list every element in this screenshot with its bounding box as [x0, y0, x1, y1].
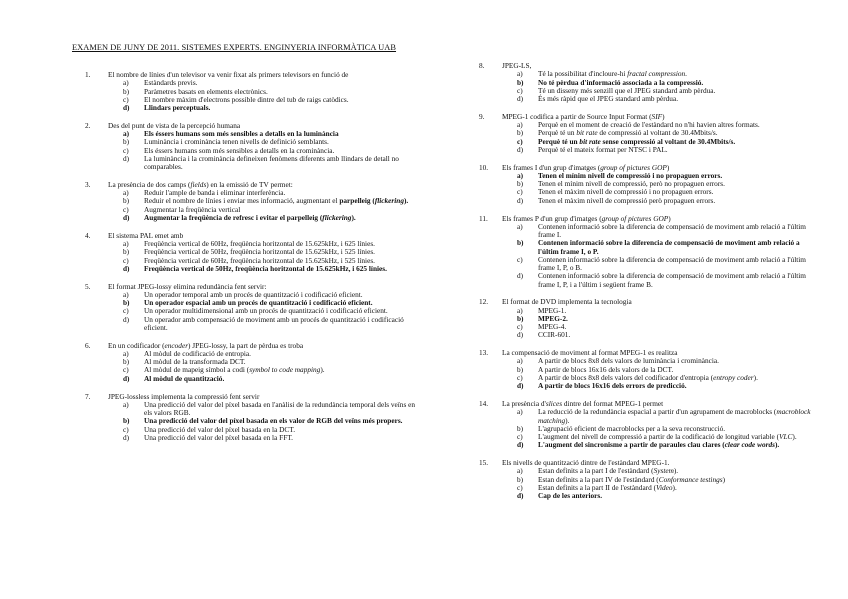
option-text: El nombre màxim d'electrons possible dintre del tub de raigs catòdics. [144, 94, 349, 104]
question-text: Els frames I d'un grup d'imatges (group of pictures GOP) [502, 162, 670, 172]
option-letter: c) [123, 94, 129, 104]
question-text: Els frames P d'un grup d'imatges (group of pictures GOP) [502, 213, 671, 223]
question-number: 11. [479, 213, 488, 223]
option-letter: a) [123, 289, 129, 299]
option-text: MPEG-2. [538, 313, 568, 323]
option-text: A partir de blocs 16x16 dels valors de la DCT. [538, 364, 674, 374]
option-text: Té un disseny més senzill que el JPEG standard amb pèrdua. [538, 85, 716, 95]
option-text: Una predicció del valor del píxel basada en l'anàlisi de la redundància temporal dels veïns en els valors RGB. [144, 399, 415, 418]
option-text: MPEG-1. [538, 305, 567, 315]
option-letter: a) [123, 188, 129, 198]
question-text: En un codificador (encoder) JPEG-lossy, la part de pèrdua es troba [108, 340, 304, 350]
option-letter: d) [517, 144, 524, 154]
option-text: Perquè en el moment de creació de l'estàndard no n'hi havien altres formats. [538, 120, 760, 130]
option-text: Llindars perceptuals. [144, 103, 211, 112]
answer-option-correct [108, 104, 420, 112]
question-number: 5. [85, 281, 91, 291]
answer-option [502, 223, 819, 240]
option-text: Al mòdul de codificació de entropia. [144, 348, 251, 358]
option-text: Tenen el mínim nivell de compressió, però no propaguen errors. [538, 179, 725, 189]
option-text: Freqüència vertical de 60Hz, freqüència horitzontal de 15.625kHz, i 625 línies. [144, 239, 375, 249]
question-text: El nombre de línies d'un televisor va venir fixat als primers televisors en funció de [108, 70, 349, 79]
option-text: L'agrupació eficient de macroblocks per a la seva reconstrucció. [538, 423, 726, 433]
question-number: 14. [479, 399, 489, 409]
option-letter: d) [517, 94, 524, 103]
option-letter: b) [517, 313, 524, 323]
question [479, 298, 819, 339]
option-letter: c) [517, 254, 523, 264]
option-letter: b) [517, 238, 524, 248]
option-text: Contenen informació sobre la diferencia de compensació de moviment amb relació a l'últim frame I, P, o B. [538, 254, 806, 273]
option-text: Al mòdul de mapeig símbol a codi (symbol to code mapping). [144, 365, 325, 375]
option-text: Reduir l'ample de banda i eliminar interferència. [144, 188, 286, 198]
option-text: Una predicció del valor del píxel basada en els valor de RGB del veïns més propers. [144, 416, 403, 426]
answer-option [502, 408, 819, 425]
option-letter: b) [517, 128, 524, 138]
option-text: Una predicció del valor del píxel basada en la FFT. [144, 432, 293, 442]
answer-option-correct [502, 492, 819, 500]
option-text: La reducció de la redundància espacial a partir d'un agrupament de macroblocks (macroblock matching). [538, 407, 811, 425]
option-text: Un operador amb compensació de moviment amb un procés de quantització i codificació eficient. [144, 314, 404, 332]
option-text: Freqüència vertical de 60Hz, freqüència horitzontal de 15.625kHz, i 525 línies. [144, 255, 375, 265]
option-text: Un operador multidimensional amb un procés de quantització i codificació eficient. [144, 306, 388, 316]
question-text: La presència d'slices dintre del format MPEG-1 permet [502, 399, 664, 409]
option-letter: c) [517, 372, 523, 382]
option-letter: d) [517, 491, 524, 501]
option-letter: d) [123, 103, 130, 112]
question [479, 400, 819, 450]
option-letter: a) [517, 120, 523, 130]
question [85, 122, 420, 172]
question [479, 349, 819, 390]
question [85, 283, 420, 333]
question [85, 393, 420, 443]
option-letter: b) [123, 298, 130, 308]
question-text: JPEG-lossless implementa la compressió fent servir [108, 391, 260, 401]
answer-option-correct [108, 214, 420, 222]
option-letter: d) [517, 330, 524, 340]
question-number: 9. [479, 111, 485, 121]
question-number: 13. [479, 348, 489, 358]
option-text: Tenen el màxim nivell de compressió però propaguen errors. [538, 195, 716, 205]
option-text: Perquè té un bit rate sense compressió al voltant de 30.4Mbits/s. [538, 136, 736, 146]
option-letter: b) [517, 77, 524, 87]
question-number: 12. [479, 297, 489, 307]
option-text: Augmentar la freqüència de refresc i evitar el parpelleig (flickering). [144, 212, 356, 222]
option-letter: c) [517, 432, 523, 442]
answer-option-correct [108, 375, 420, 383]
option-text: Contenen informació sobre la diferencia de compensació de moviment amb relació a l'últim frame I, P, i a l'últim i següent frame B. [538, 271, 806, 289]
option-text: Augmentar la freqüència vertical [144, 204, 241, 214]
question-number: 2. [85, 120, 91, 130]
option-letter: d) [517, 195, 524, 205]
answer-option [502, 256, 819, 273]
option-text: Paràmetres basats en elements electrònics. [144, 86, 268, 96]
option-text: Un operador espacial amb un procés de quantització i codificació eficient. [144, 298, 373, 308]
exam-title: EXAMEN DE JUNY DE 2011. SISTEMES EXPERTS. ENGINYERIA INFORMÀTICA UAB [72, 43, 397, 52]
option-letter: a) [517, 305, 523, 315]
question-number: 1. [85, 70, 91, 79]
option-text: Contenen informació sobre la diferencia de compensació de moviment amb relació a l'últim frame I. [538, 221, 806, 240]
option-letter: c) [517, 187, 523, 197]
option-letter: b) [517, 179, 524, 189]
answer-option-correct [502, 441, 819, 449]
question [85, 342, 420, 383]
answer-option [502, 197, 819, 205]
option-text: Luminància i crominància tenen nivells de definició semblants. [144, 137, 329, 147]
option-text: A partir de blocs 8x8 dels valors del codificador d'entropia (entropy coder). [538, 372, 758, 382]
option-letter: b) [123, 137, 130, 147]
option-letter: d) [123, 432, 130, 442]
option-text: Un operador temporal amb un procés de quantització i codificació eficient. [144, 289, 363, 299]
option-letter: b) [123, 86, 130, 96]
option-text: Freqüència vertical de 50Hz, freqüència horitzontal de 15.625kHz, i 525 línies. [144, 247, 375, 257]
option-text: Contenen informació sobre la diferencia de compensació de moviment amb relació a l'últim frame I, o P. [538, 238, 800, 256]
option-text: Estan definits a la part I de l'estàndard (System). [538, 466, 679, 476]
option-letter: c) [517, 322, 523, 332]
answer-option-correct [502, 382, 819, 390]
option-text: Estàndards previs. [144, 78, 198, 88]
answer-option [108, 434, 420, 442]
question-number: 15. [479, 458, 489, 468]
question-number: 10. [479, 162, 489, 172]
question-text: Els nivells de quantització dintre de l'estàndard MPEG-1. [502, 458, 670, 468]
option-text: MPEG-4. [538, 322, 567, 332]
option-letter: a) [123, 78, 129, 88]
answer-option-correct [108, 265, 420, 273]
option-letter: c) [123, 306, 129, 316]
answer-option [502, 272, 819, 289]
option-letter: a) [123, 348, 129, 358]
option-letter: a) [517, 356, 523, 366]
option-letter: a) [123, 399, 129, 409]
option-letter: d) [123, 212, 130, 222]
option-text: Perquè té un bit rate de compressió al voltant de 30.4Mbits/s. [538, 128, 718, 138]
option-letter: d) [123, 153, 130, 163]
option-letter: d) [123, 263, 130, 273]
question-text: JPEG-LS, [502, 61, 532, 70]
option-text: Tenen el màxim nivell de compressió i no propaguen errors. [538, 187, 714, 197]
option-text: Una predicció del valor del píxel basada en la DCT. [144, 424, 296, 434]
option-letter: a) [517, 170, 524, 180]
option-text: Al mòdul de la transformada DCT. [144, 357, 246, 367]
question-number: 4. [85, 230, 91, 240]
question-text: MPEG-1 codifica a partir de Source Input Format (SIF) [502, 111, 665, 121]
option-text: L'augment del nivell de compressió a partir de la codificació de longitud variable (VLC). [538, 432, 797, 442]
question [479, 215, 819, 289]
question-number: 3. [85, 179, 91, 189]
question [85, 232, 420, 273]
answer-option [502, 95, 819, 103]
option-letter: b) [123, 357, 130, 367]
question-text: La compensació de moviment al format MPEG-1 es realitza [502, 348, 678, 358]
option-text: La luminància i la crominància defineixen fenòmens diferents amb llindars de detall no comparables. [144, 153, 399, 172]
option-letter: c) [517, 136, 523, 146]
option-letter: a) [517, 69, 523, 79]
question-text: El sistema PAL emet amb [108, 230, 184, 240]
option-text: Reduir el nombre de línies i enviar mes informació, augmentant el parpelleig (flickering). [144, 196, 409, 206]
option-letter: c) [123, 204, 129, 214]
option-letter: b) [123, 247, 130, 257]
answer-option [502, 146, 819, 154]
option-letter: c) [123, 365, 129, 375]
answer-option-correct [502, 239, 819, 256]
question-number: 8. [479, 61, 485, 70]
option-letter: b) [123, 196, 130, 206]
option-text: Estan definits a la part II de l'estàndard (Video). [538, 482, 677, 492]
option-letter: a) [517, 466, 523, 476]
option-letter: d) [517, 271, 524, 281]
option-letter: c) [123, 424, 129, 434]
option-letter: c) [123, 255, 129, 265]
option-letter: d) [517, 440, 524, 450]
option-text: És més ràpid que el JPEG standard amb pèrdua. [538, 94, 679, 103]
question [479, 62, 819, 103]
answer-option [108, 316, 420, 333]
option-letter: d) [123, 314, 130, 324]
option-text: L'augment del sincronisme a partir de paraules clau clares (clear code words). [538, 440, 780, 450]
option-letter: c) [517, 482, 523, 492]
option-text: Té la possibilitat d'incloure-hi fractal compression. [538, 69, 687, 79]
question-text: La presència de dos camps (fields) en la emissió de TV permet: [108, 179, 293, 189]
option-text: Tenen el mínim nivell de compressió i no propaguen errors. [538, 170, 723, 180]
answer-option [108, 155, 420, 172]
option-letter: b) [123, 416, 130, 426]
option-letter: a) [517, 221, 523, 231]
question-number: 6. [85, 340, 91, 350]
question [479, 459, 819, 500]
option-letter: b) [517, 474, 524, 484]
option-letter: b) [517, 423, 524, 433]
option-text: Al mòdul de quantització. [144, 373, 225, 383]
option-text: No té pèrdua d'informació associada a la compressió. [538, 77, 704, 87]
option-text: CCIR-601. [538, 330, 571, 340]
answer-option [108, 401, 420, 418]
right-column [479, 62, 819, 510]
question-text: Des del punt de vista de la percepció humana [108, 120, 241, 130]
question [479, 164, 819, 205]
option-text: Els éssers humans som més sensibles a detalls en la luminància [144, 129, 339, 139]
option-letter: a) [517, 407, 523, 417]
option-text: Estan definits a la part IV de l'estàndard (Conformance testings) [538, 474, 726, 484]
option-text: Perquè té el mateix format per NTSC i PAL. [538, 144, 668, 154]
option-letter: d) [123, 373, 130, 383]
option-text: Cap de les anteriors. [538, 491, 603, 501]
question [479, 113, 819, 154]
answer-option [502, 331, 819, 339]
option-text: Freqüència vertical de 50Hz, freqüència horitzontal de 15.625kHz, i 625 línies. [144, 263, 387, 273]
option-letter: d) [517, 381, 524, 391]
option-letter: c) [123, 145, 129, 155]
question-text: El format de DVD implementa la tecnologia [502, 297, 632, 307]
option-text: Els éssers humans som més sensibles a detalls en la crominància. [144, 145, 335, 155]
option-letter: a) [123, 239, 129, 249]
left-column [85, 71, 420, 452]
question-text: El format JPEG-lossy elimina redundància fent servir: [108, 281, 267, 291]
option-letter: b) [517, 364, 524, 374]
option-text: A partir de blocs 16x16 dels errors de predicció. [538, 381, 687, 391]
question [85, 181, 420, 222]
option-letter: c) [517, 85, 523, 95]
question-number: 7. [85, 391, 91, 401]
question [85, 71, 420, 112]
option-letter: a) [123, 129, 130, 139]
option-text: A partir de blocs 8x8 dels valors de luminància i crominància. [538, 356, 719, 366]
